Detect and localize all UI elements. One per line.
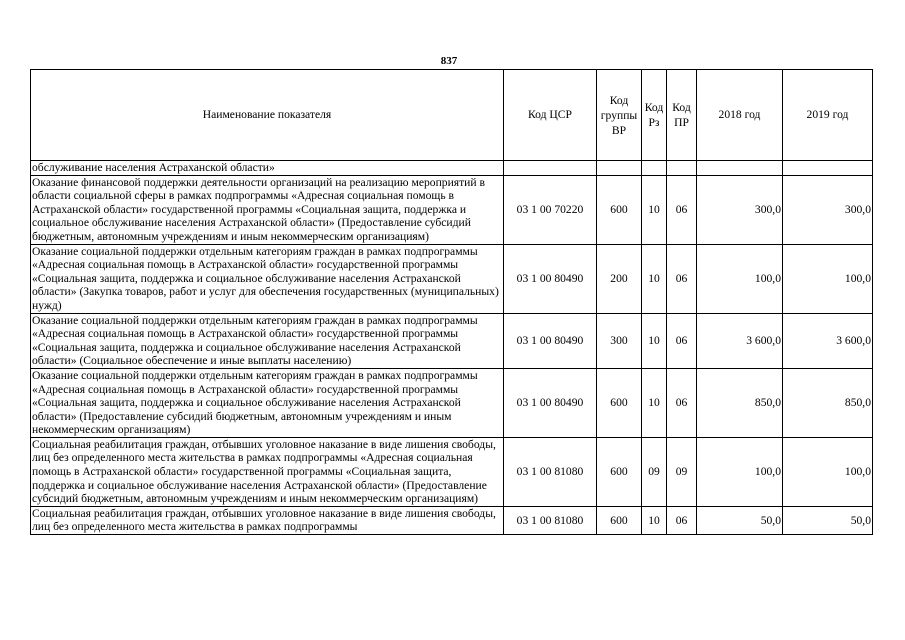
cell-2019: 50,0	[783, 506, 873, 534]
cell-pr	[667, 161, 697, 176]
table-row	[31, 313, 873, 368]
page-number: 837	[440, 55, 458, 67]
cell-2018	[697, 161, 783, 176]
cell-rz: 10	[642, 313, 667, 368]
cell-rz: 10	[642, 368, 667, 437]
cell-name: обслуживание населения Астраханской области»	[31, 161, 504, 176]
header-row	[31, 70, 873, 161]
cell-pr: 06	[667, 368, 697, 437]
cell-name: Оказание социальной поддержки отдельным категориям граждан в рамках подпрограммы «Адресная социальная помощь в Астраханской области» государственной программы «Социальная защита, поддержка и социальное обслуживание населения Астраханской области» (Социальное обеспечение и иные выплаты населению)	[31, 313, 504, 368]
cell-rz: 10	[642, 506, 667, 534]
header-2018: 2018 год	[697, 70, 783, 161]
cell-pr: 06	[667, 506, 697, 534]
cell-csr: 03 1 00 80490	[504, 313, 597, 368]
cell-name: Оказание социальной поддержки отдельным категориям граждан в рамках подпрограммы «Адресная социальная помощь в Астраханской области» государственной программы «Социальная защита, поддержка и социальное обслуживание населения Астраханской области» (Предоставление субсидий бюджетным, автономным учреждениям и иным некоммерческим организациям)	[31, 368, 504, 437]
cell-rz: 10	[642, 175, 667, 244]
cell-pr: 06	[667, 313, 697, 368]
cell-name: Социальная реабилитация граждан, отбывших уголовное наказание в виде лишения свободы, лиц без определенного места жительства в рамках подпрограммы	[31, 506, 504, 534]
cell-2019	[783, 161, 873, 176]
cell-pr: 09	[667, 437, 697, 506]
cell-rz	[642, 161, 667, 176]
cell-vr: 300	[597, 313, 642, 368]
table-row	[31, 506, 873, 534]
cell-csr: 03 1 00 81080	[504, 506, 597, 534]
cell-2018: 850,0	[697, 368, 783, 437]
cell-2018: 50,0	[697, 506, 783, 534]
cell-vr: 600	[597, 175, 642, 244]
cell-2018: 3 600,0	[697, 313, 783, 368]
table-row	[31, 368, 873, 437]
table-row	[31, 437, 873, 506]
header-csr: Код ЦСР	[504, 70, 597, 161]
header-rz: Код Рз	[642, 70, 667, 161]
header-vr: Код группы ВР	[597, 70, 642, 161]
cell-name: Социальная реабилитация граждан, отбывших уголовное наказание в виде лишения свободы, лиц без определенного места жительства в рамках подпрограммы «Адресная социальная помощь в Астраханской области» государственной программы «Социальная защита, поддержка и социальное обслуживание населения Астраханской области» (Предоставление субсидий бюджетным, автономным учреждениям и иным некоммерческим организациям)	[31, 437, 504, 506]
cell-2018: 100,0	[697, 437, 783, 506]
cell-vr: 600	[597, 368, 642, 437]
cell-vr: 200	[597, 244, 642, 313]
cell-2019: 3 600,0	[783, 313, 873, 368]
cell-2019: 100,0	[783, 244, 873, 313]
cell-vr	[597, 161, 642, 176]
cell-csr: 03 1 00 81080	[504, 437, 597, 506]
cell-2019: 100,0	[783, 437, 873, 506]
header-pr: Код ПР	[667, 70, 697, 161]
cell-csr: 03 1 00 70220	[504, 175, 597, 244]
cell-name: Оказание финансовой поддержки деятельности организаций на реализацию мероприятий в области социальной сферы в рамках подпрограммы «Адресная социальная помощь в Астраханской области» государственной программы «Социальная защита, поддержка и социальное обслуживание населения Астраханской области» (Предоставление субсидий бюджетным, автономным учреждениям и иным некоммерческим организациям)	[31, 175, 504, 244]
table-row	[31, 244, 873, 313]
cell-vr: 600	[597, 437, 642, 506]
cell-rz: 09	[642, 437, 667, 506]
cell-csr: 03 1 00 80490	[504, 368, 597, 437]
cell-2019: 850,0	[783, 368, 873, 437]
budget-table	[30, 69, 873, 535]
cell-rz: 10	[642, 244, 667, 313]
cell-vr: 600	[597, 506, 642, 534]
cell-2019: 300,0	[783, 175, 873, 244]
table-row	[31, 175, 873, 244]
cell-csr	[504, 161, 597, 176]
cell-2018: 300,0	[697, 175, 783, 244]
table-row	[31, 161, 873, 176]
cell-pr: 06	[667, 244, 697, 313]
cell-2018: 100,0	[697, 244, 783, 313]
header-name: Наименование показателя	[31, 70, 504, 161]
cell-name: Оказание социальной поддержки отдельным категориям граждан в рамках подпрограммы «Адресная социальная помощь в Астраханской области» государственной программы «Социальная защита, поддержка и социальное обслуживание населения Астраханской области» (Закупка товаров, работ и услуг для обеспечения государственных (муниципальных) нужд)	[31, 244, 504, 313]
header-2019: 2019 год	[783, 70, 873, 161]
cell-csr: 03 1 00 80490	[504, 244, 597, 313]
cell-pr: 06	[667, 175, 697, 244]
